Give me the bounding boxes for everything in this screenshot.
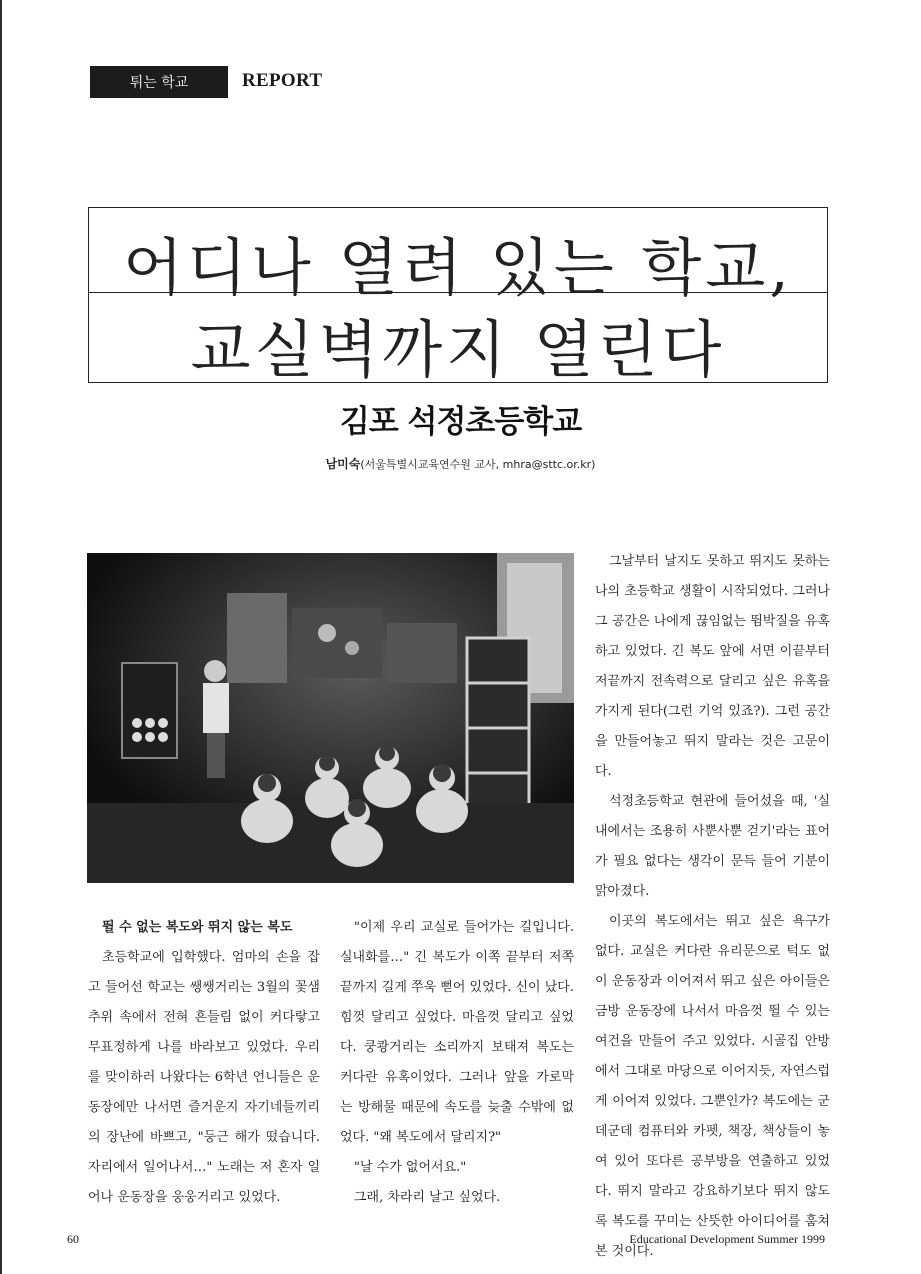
paragraph: 그날부터 날지도 못하고 뛰지도 못하는 나의 초등학교 생활이 시작되었다. 그러나 그 공간은 나에게 끊임없는 뜀박질을 유혹하고 있었다. 긴 복도 앞에 서면 이끝부터 저끝까지 전속력으로 달리고 싶은 유혹을 가지게 된다(그런 기억 있죠?). 그런 공간을 만들어놓고 뛰지 말라는 것은 고문이다. [595,554,830,779]
text-column-2 [340,913,574,1213]
paragraph: 그래, 차라리 날고 싶었다. [354,1190,501,1205]
author-affiliation: (서울특별시교육연수원 교사, mhra@sttc.or.kr) [360,458,596,471]
section-subhead: 뛸 수 없는 복도와 뛰지 않는 복도 [102,920,293,935]
school-name: 김포 석정초등학교 [339,404,582,440]
section-tag: 튀는 학교 [90,66,228,98]
paragraph: "날 수가 없어서요." [354,1160,467,1175]
report-label: REPORT [242,70,323,91]
text-column-3 [595,547,830,1267]
paragraph: 석정초등학교 현관에 들어섰을 때, '실내에서는 조용히 사뿐사뿐 걷기'라는 표어가 필요 없다는 생각이 문득 들어 기분이 맑아졌다. [595,794,830,899]
author-byline [0,455,921,472]
page-number: 60 [67,1232,79,1246]
text-column-1 [88,913,320,1213]
page-edge-line [0,0,2,1274]
paragraph: 초등학교에 입학했다. 엄마의 손을 잡고 들어선 학교는 쌩쌩거리는 3월의 꽃샘추위 속에서 전혀 흔들림 없이 커다랗고 무표정하게 나를 바라보고 있었다. 우리를 맞이하러 나왔다는 6학년 언니들은 운동장에만 나서면 즐거운지 자기네들끼리의 장난에 바쁘고, "둥근 해가 떴습니다. 자리에서 일어나서…" 노래는 저 혼자 일어나 운동장을 웅웅거리고 있었다. [88,950,320,1205]
paragraph: 이곳의 복도에서는 뛰고 싶은 욕구가 없다. 교실은 커다란 유리문으로 턱도 없이 운동장과 이어져서 뛰고 싶은 아이들은 금방 운동장에 나서서 마음껏 뛸 수 있는 여건을 만들어 주고 있었다. 시골집 안방에서 그대로 마당으로 이어지듯, 자연스럽게 이어져 있었다. 그뿐인가? 복도에는 군데군데 컴퓨터와 카펫, 책장, 책상들이 놓여 있어 또다른 공부방을 연출하고 있었다. 뛰지 말라고 강요하기보다 뛰지 않도록 복도를 꾸미는 산뜻한 아이디어를 훔쳐본 것이다. [595,914,830,1259]
publication-name: Educational Development Summer 1999 [629,1232,825,1246]
author-name: 남미숙 [325,457,361,471]
classroom-photo-icon [87,553,574,883]
paragraph: "이제 우리 교실로 들어가는 길입니다. 실내화를…" 긴 복도가 이쪽 끝부터 저쪽 끝까지 길게 쭈욱 뻗어 있었다. 신이 났다. 힘껏 달리고 싶었다. 마음껏 달리고 싶었다. 쿵쾅거리는 소리까지 보태져 복도는 커다란 유혹이었다. 그러나 앞을 가로막는 방해물 때문에 속도를 늦출 수밖에 없었다. "왜 복도에서 달리지?" [340,920,574,1145]
classroom-photo [87,553,574,883]
article-title-line2: 교실벽까지 열린다 [190,313,726,386]
article-title-line1: 어디나 열려 있는 학교, [123,231,793,304]
